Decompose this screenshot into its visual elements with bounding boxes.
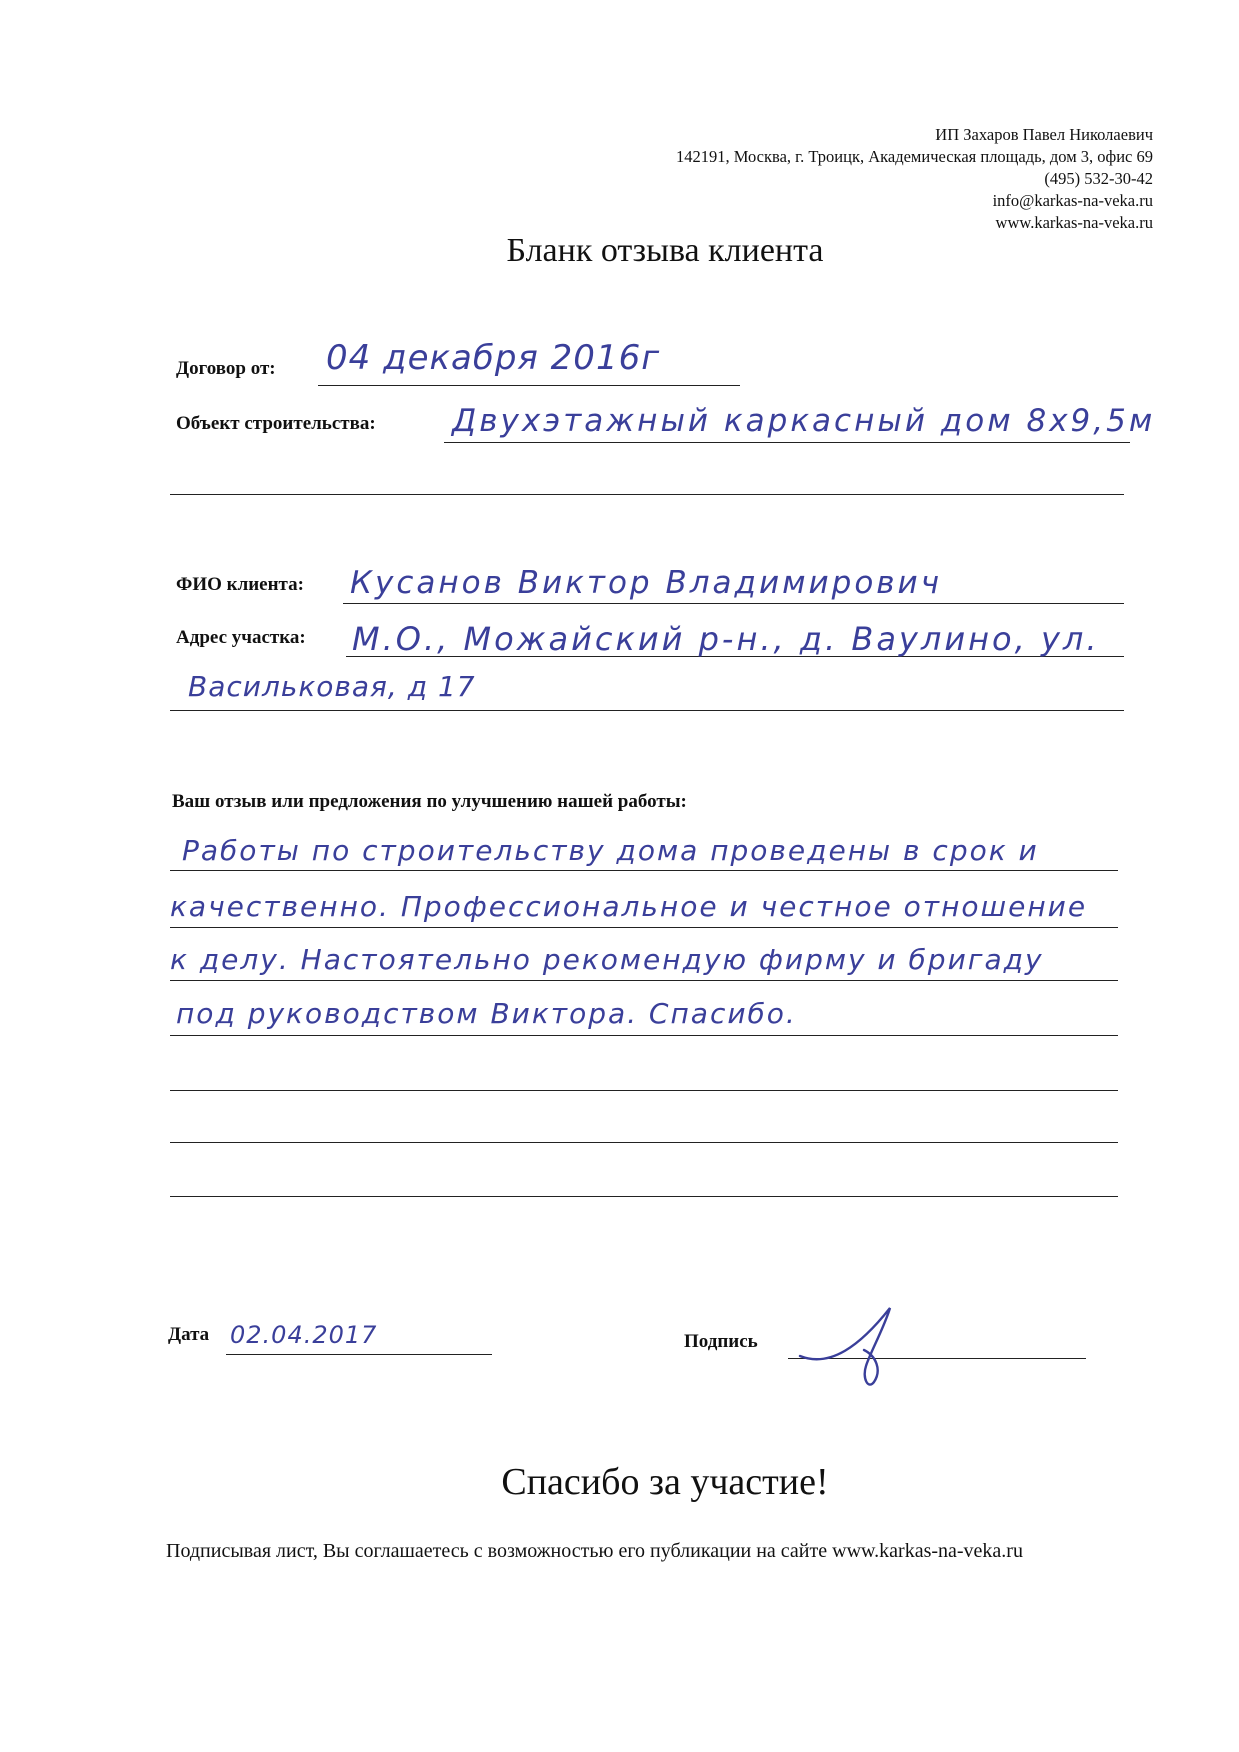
object-line-2 [170, 494, 1124, 495]
contract-line [318, 385, 740, 386]
feedback-text-4: под руководством Виктора. Спасибо. [176, 997, 797, 1030]
consent-note: Подписывая лист, Вы соглашаетесь с возможностью его публикации на сайте www.karkas-na-veka.ru [166, 1540, 1023, 1562]
company-email: info@karkas-na-veka.ru [992, 191, 1153, 210]
company-website: www.karkas-na-veka.ru [995, 213, 1153, 232]
feedback-text-3: к делу. Настоятельно рекомендую фирму и бригаду [170, 943, 1044, 976]
client-label: ФИО клиента: [176, 574, 304, 595]
date-line [226, 1354, 492, 1355]
client-value: Кусанов Виктор Владимирович [350, 565, 943, 601]
feedback-line-2 [170, 927, 1118, 928]
contract-value: 04 декабря 2016г [326, 338, 661, 378]
form-title: Бланк отзыва клиента [506, 232, 824, 269]
feedback-line-7 [170, 1196, 1118, 1197]
feedback-line-4 [170, 1035, 1118, 1036]
signature-mark [790, 1298, 930, 1398]
signature-label: Подпись [684, 1331, 758, 1352]
address-line-2 [170, 710, 1124, 711]
client-line [343, 603, 1124, 604]
feedback-line-3 [170, 980, 1118, 981]
feedback-line-5 [170, 1090, 1118, 1091]
feedback-text-1: Работы по строительству дома проведены в срок и [182, 834, 1039, 867]
thanks-message: Спасибо за участие! [501, 1461, 829, 1503]
object-line [444, 442, 1130, 443]
contract-label: Договор от: [176, 358, 276, 379]
object-value: Двухэтажный каркасный дом 8х9,5м [452, 403, 1156, 439]
object-label: Объект строительства: [176, 413, 376, 434]
company-name: ИП Захаров Павел Николаевич [935, 125, 1153, 144]
address-value-2: Васильковая, д 17 [188, 670, 476, 703]
feedback-line-1 [170, 870, 1118, 871]
company-address: 142191, Москва, г. Троицк, Академическая площадь, дом 3, офис 69 [676, 147, 1153, 166]
company-phone: (495) 532-30-42 [1044, 169, 1153, 188]
feedback-text-2: качественно. Профессиональное и честное отношение [170, 890, 1088, 923]
address-value-1: М.О., Можайский р-н., д. Ваулино, ул. [352, 620, 1100, 658]
date-value: 02.04.2017 [230, 1321, 378, 1349]
company-header [676, 124, 1153, 234]
address-label: Адрес участка: [176, 627, 306, 648]
feedback-line-6 [170, 1142, 1118, 1143]
date-label: Дата [168, 1324, 210, 1345]
feedback-label: Ваш отзыв или предложения по улучшению нашей работы: [172, 791, 687, 812]
